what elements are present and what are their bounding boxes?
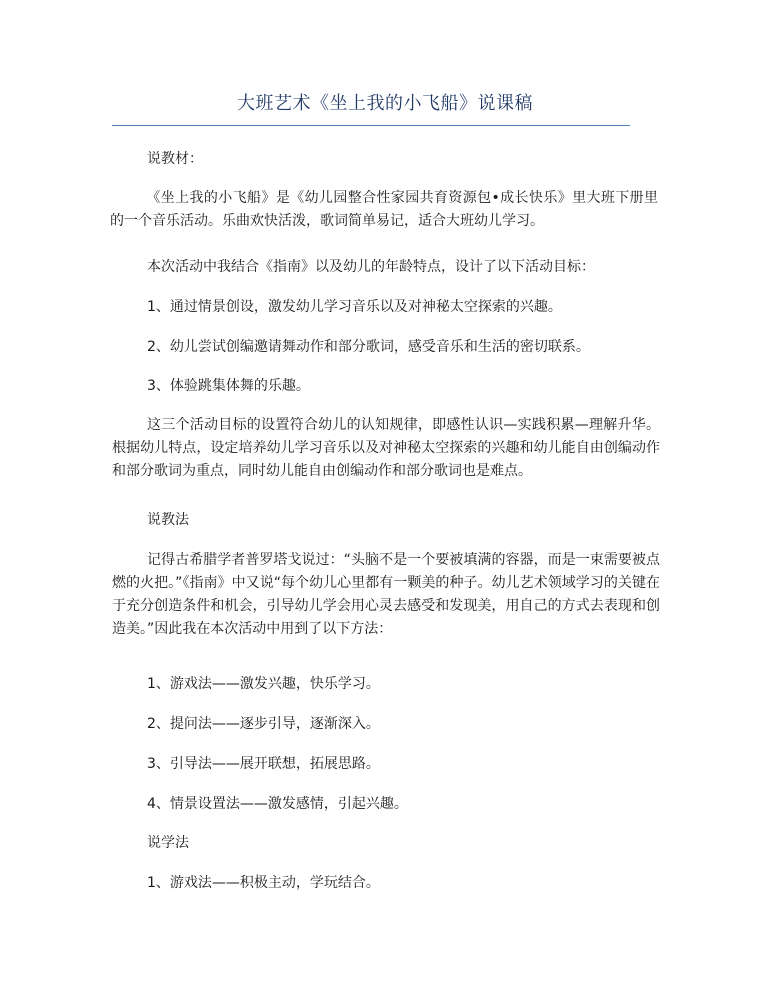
paragraph-method-2: 2、提问法——逐步引导，逐渐深入。 xyxy=(147,716,380,732)
paragraph-material-intro: 《坐上我的小飞船》是《幼儿园整合性家园共育资源包•成长快乐》里大班下册里的一个音乐活动。乐曲欢快活泼，歌词简单易记，适合大班幼儿学习。 xyxy=(110,190,658,229)
title-underline xyxy=(112,125,630,126)
paragraph-teaching-method-intro: 记得古希腊学者普罗塔戈说过：“头脑不是一个要被填满的容器，而是一束需要被点燃的火把。”《指南》中又说“每个幼儿心里都有一颗美的种子。幼儿艺术领域学习的关键在于充分创造条件和机会，引导幼儿学会用心灵去感受和发现美，用自己的方式去表现和创造美。”因此我在本次活动中用到了以下方法： xyxy=(112,552,660,637)
paragraph-goal-1: 1、通过情景创设，激发幼儿学习音乐以及对神秘太空探索的兴趣。 xyxy=(147,299,562,315)
paragraph-goal-2: 2、幼儿尝试创编邀请舞动作和部分歌词，感受音乐和生活的密切联系。 xyxy=(147,339,590,355)
paragraph-method-1: 1、游戏法——激发兴趣，快乐学习。 xyxy=(147,676,380,692)
paragraph-learning-method-1: 1、游戏法——积极主动，学玩结合。 xyxy=(147,875,380,891)
paragraph-goals-analysis: 这三个活动目标的设置符合幼儿的认知规律，即感性认识—实践积累—理解升华。根据幼儿特点，设定培养幼儿学习音乐以及对神秘太空探索的兴趣和幼儿能自由创编动作和部分歌词为重点，同时幼儿能自由创编动作和部分歌词也是难点。 xyxy=(112,417,660,479)
paragraph-heading-material: 说教材： xyxy=(147,151,203,167)
paragraph-goals-intro: 本次活动中我结合《指南》以及幼儿的年龄特点，设计了以下活动目标： xyxy=(147,259,595,275)
paragraph-heading-teaching-method: 说教法 xyxy=(147,512,189,528)
paragraph-method-3: 3、引导法——展开联想，拓展思路。 xyxy=(147,756,380,772)
paragraph-goal-3: 3、体验跳集体舞的乐趣。 xyxy=(147,378,310,394)
paragraph-method-4: 4、情景设置法——激发感情，引起兴趣。 xyxy=(147,796,408,812)
document-title: 大班艺术《坐上我的小飞船》说课稿 xyxy=(237,93,533,114)
paragraph-heading-learning-method: 说学法 xyxy=(147,835,189,851)
